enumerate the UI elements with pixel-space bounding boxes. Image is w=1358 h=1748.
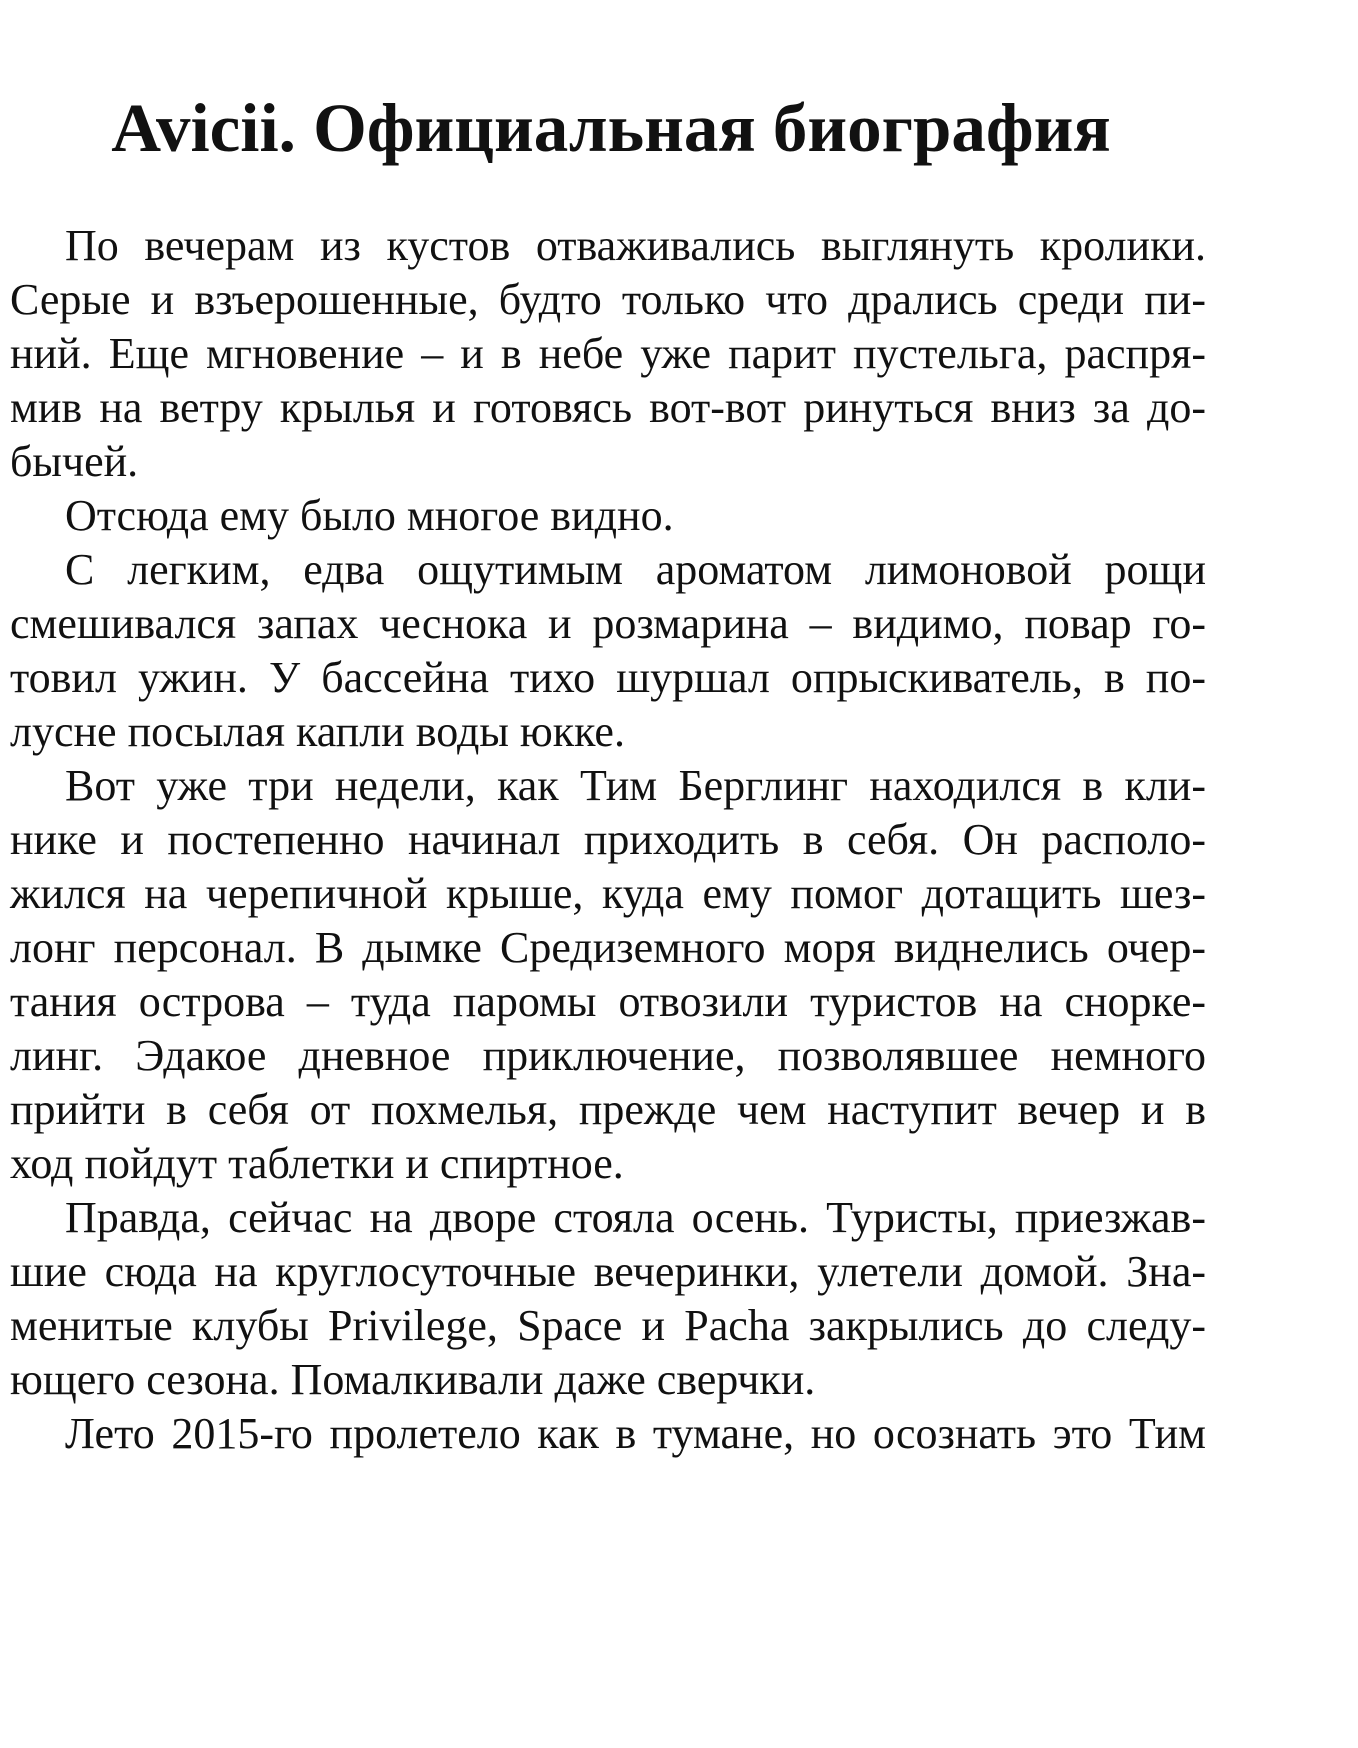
text-line: мив на ветру крылья и готовясь вот-вот ринуться вниз за до- [10, 383, 1206, 432]
text-line: нике и постепенно начинал приходить в себя. Он располо- [10, 815, 1206, 864]
text-line: По вечерам из кустов отваживались выглянуть кролики. [65, 221, 1206, 270]
text-line: Вот уже три недели, как Тим Берглинг находился в кли- [65, 761, 1206, 810]
text-line: ющего сезона. Помалкивали даже сверчки. [10, 1355, 816, 1404]
text-line: Правда, сейчас на дворе стояла осень. Туристы, приезжав- [65, 1193, 1206, 1242]
paragraph [10, 1191, 1206, 1407]
text-line: шие сюда на круглосуточные вечеринки, улетели домой. Зна- [10, 1247, 1206, 1296]
paragraph [10, 543, 1206, 759]
text-line: тания острова – туда паромы отвозили туристов на снорке- [10, 977, 1206, 1026]
text-line: бычей. [10, 437, 139, 486]
text-line: смешивался запах чеснока и розмарина – видимо, повар го- [10, 599, 1206, 648]
document-title: Avicii. Официальная биография [111, 90, 1111, 166]
paragraph [10, 489, 1206, 543]
text-line: ход пойдут таблетки и спиртное. [10, 1139, 624, 1188]
body-text [10, 219, 1206, 1461]
text-line: С легким, едва ощутимым ароматом лимоновой рощи [65, 545, 1206, 594]
text-line: жился на черепичной крыше, куда ему помог дотащить шез- [10, 869, 1206, 918]
text-line: лонг персонал. В дымке Средиземного моря виднелись очер- [10, 923, 1206, 972]
paragraph [10, 759, 1206, 1191]
text-line: прийти в себя от похмелья, прежде чем наступит вечер и в [10, 1085, 1206, 1134]
text-line: Лето 2015-го пролетело как в тумане, но осознать это Тим [65, 1409, 1206, 1458]
text-line: лусне посылая капли воды юкке. [10, 707, 625, 756]
text-line: товил ужин. У бассейна тихо шуршал опрыскиватель, в по- [10, 653, 1206, 702]
text-line: менитые клубы Privilege, Space и Pacha закрылись до следу- [10, 1301, 1206, 1350]
text-line: Отсюда ему было многое видно. [65, 491, 674, 540]
paragraph [10, 219, 1206, 489]
text-line: Серые и взъерошенные, будто только что дрались среди пи- [10, 275, 1206, 324]
paragraph [10, 1407, 1206, 1461]
text-line: линг. Эдакое дневное приключение, позволявшее немного [10, 1031, 1206, 1080]
text-line: ний. Еще мгновение – и в небе уже парит пустельга, распря- [10, 329, 1206, 378]
